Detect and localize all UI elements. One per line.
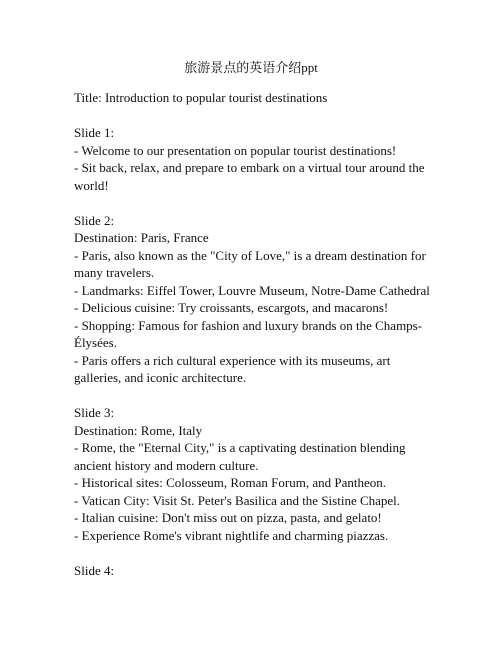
slide-1-line-1: - Welcome to our presentation on popular tourist destinations! (74, 142, 397, 158)
slide-2-line-5: - Paris offers a rich cultural experience with its museums, art galleries, and iconic architecture. (74, 352, 391, 385)
slide-2-heading: Slide 2: (74, 212, 115, 228)
slide-1-heading: Slide 1: (74, 125, 115, 140)
slide-2-line-3: - Delicious cuisine: Try croissants, escargots, and macarons! (74, 300, 389, 315)
slide-3-line-5: - Experience Rome's vibrant nightlife and charming piazzas. (74, 527, 389, 543)
paragraph-spacer (74, 387, 434, 405)
slide-3-line-1: - Rome, the "Eternal City," is a captivating destination blending ancient history and modern culture. (74, 440, 406, 473)
paragraph-spacer (74, 194, 434, 212)
document-header: 旅游景点的英语介绍ppt (184, 60, 318, 75)
document-body (74, 89, 434, 579)
slide-2-line-4: - Shopping: Famous for fashion and luxury brands on the Champs-Élysées. (74, 317, 423, 350)
slide-1-line-2: - Sit back, relax, and prepare to embark on a virtual tour around the world! (74, 160, 425, 193)
slide-3-heading: Slide 3: (74, 405, 115, 420)
paragraph-spacer (74, 107, 434, 125)
slide-3-line-3: - Vatican City: Visit St. Peter's Basilica and the Sistine Chapel. (74, 492, 401, 508)
slide-3-line-4: - Italian cuisine: Don't miss out on pizza, pasta, and gelato! (74, 510, 382, 525)
slide-2-destination: Destination: Paris, France (74, 230, 209, 245)
paragraph-spacer (74, 544, 434, 562)
title-line: Title: Introduction to popular tourist destinations (74, 90, 328, 105)
slide-2-line-1: - Paris, also known as the "City of Love," is a dream destination for many travelers. (74, 247, 426, 280)
slide-3-destination: Destination: Rome, Italy (74, 422, 203, 438)
slide-4-heading: Slide 4: (74, 562, 115, 578)
slide-2-line-2: - Landmarks: Eiffel Tower, Louvre Museum, Notre-Dame Cathedral (74, 282, 430, 298)
slide-3-line-2: - Historical sites: Colosseum, Roman Forum, and Pantheon. (74, 475, 386, 490)
